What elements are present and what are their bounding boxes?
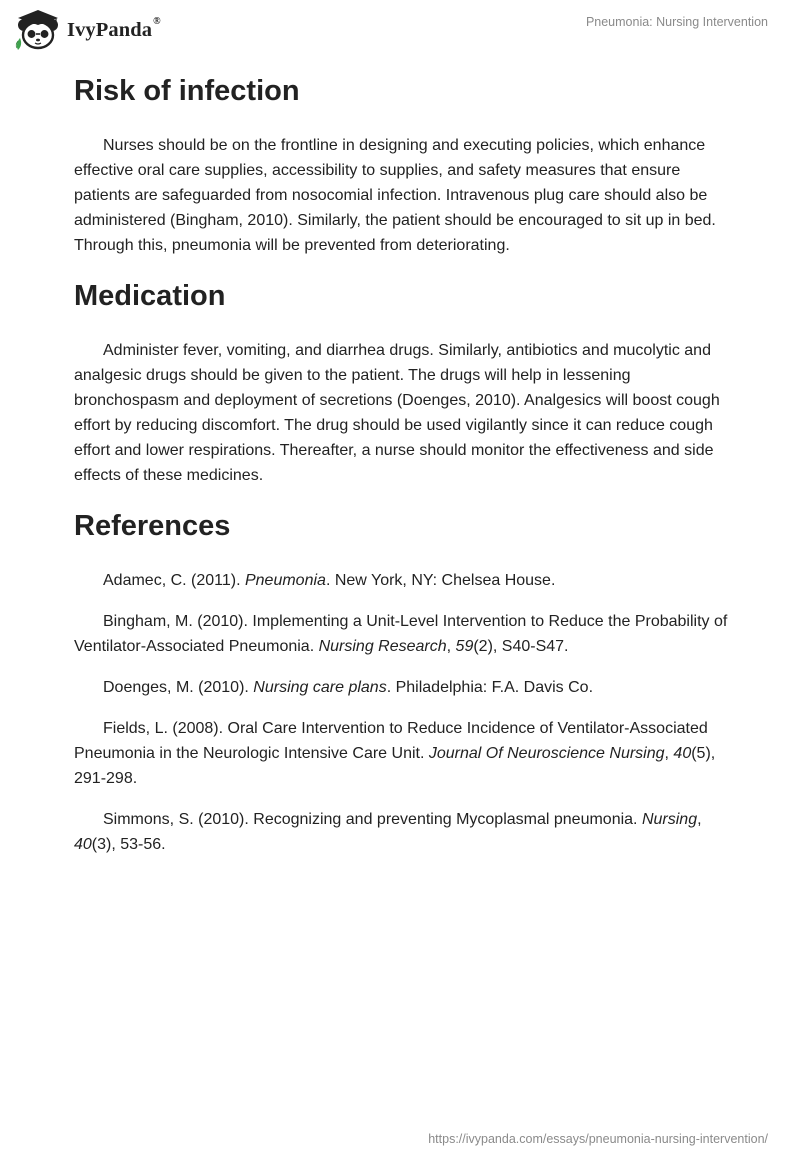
paragraph-medication: Administer fever, vomiting, and diarrhea drugs. Similarly, antibiotics and mucolytic and analgesic drugs should be given to the patient. The drugs will help in lessening bronchospasm and deployment of secretions (Doenges, 2010). Analgesics will boost cough effort by reducing discomfort. The drug should be used vigilantly since it can reduce cough effort and lower respirations. Thereafter, a nurse should monitor the effectiveness and side effects of these medicines. (74, 342, 720, 484)
reference-item: Simmons, S. (2010). Recognizing and preventing Mycoplasmal pneumonia. Nursing, 40(3), 53-56. (74, 811, 702, 853)
brand-name: IvyPanda® (67, 15, 161, 41)
essay-content (74, 70, 734, 873)
document-title: Pneumonia: Nursing Intervention (585, 15, 768, 29)
heading-risk-of-infection: Risk of infection (74, 75, 300, 107)
reference-list (74, 568, 734, 857)
source-url[interactable]: https://ivypanda.com/essays/pneumonia-nursing-intervention/ (428, 1132, 768, 1146)
reference-item: Adamec, C. (2011). Pneumonia. New York, NY: Chelsea House. (103, 572, 556, 589)
paragraph-risk-of-infection: Nurses should be on the frontline in designing and executing policies, which enhance effective oral care supplies, accessibility to supplies, and safety measures that ensure patients are safeguarded from nosocomial infection. Intravenous plug care should also be administered (Bingham, 2010). Similarly, the patient should be encouraged to sit up in bed. Through this, pneumonia will be prevented from deteriorating. (74, 137, 716, 254)
heading-references: References (74, 510, 231, 542)
panda-graduate-icon (14, 8, 62, 52)
heading-medication: Medication (74, 280, 226, 312)
brand-logo[interactable] (14, 8, 161, 52)
page-header (0, 0, 800, 62)
reference-item: Doenges, M. (2010). Nursing care plans. Philadelphia: F.A. Davis Co. (103, 679, 594, 696)
reference-item: Bingham, M. (2010). Implementing a Unit-Level Intervention to Reduce the Probability of Ventilator-Associated Pneumonia. Nursing Research, 59(2), S40-S47. (74, 613, 728, 655)
reference-item: Fields, L. (2008). Oral Care Intervention to Reduce Incidence of Ventilator-Associated Pneumonia in the Neurologic Intensive Care Unit. Journal Of Neuroscience Nursing, 40(5), 291-298. (74, 720, 716, 787)
